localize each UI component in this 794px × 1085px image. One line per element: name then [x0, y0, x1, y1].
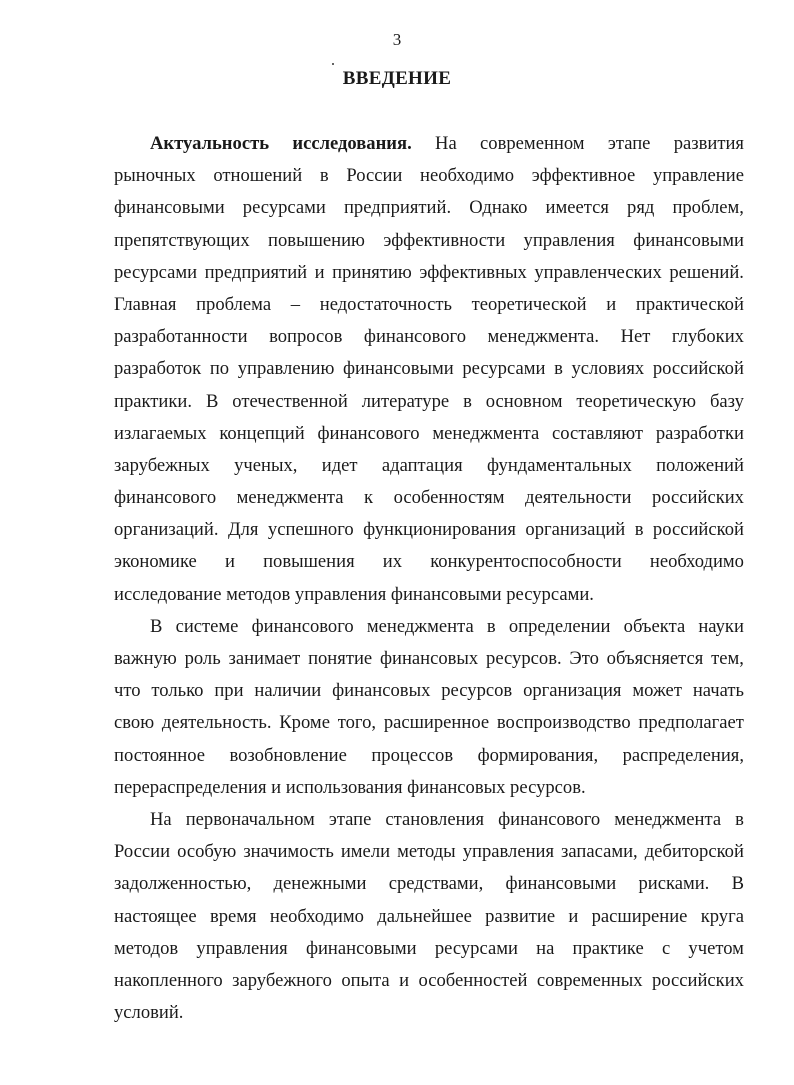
paragraph-1-line	[114, 192, 744, 224]
paragraph-2-last-line: перераспределения и использования финансовых ресурсов.	[114, 776, 586, 798]
word: управленческих	[534, 261, 662, 283]
word: менеджмента	[236, 487, 344, 509]
word: России	[114, 841, 171, 863]
word: ряд	[627, 197, 655, 219]
word: разработки	[655, 422, 744, 444]
word: предполагает	[638, 712, 744, 734]
paragraph-3-line	[114, 933, 744, 965]
word: Нет	[620, 326, 651, 348]
word: и	[606, 293, 617, 315]
paragraph-3-line	[114, 965, 744, 997]
word: дебиторской	[644, 841, 744, 863]
paragraph-1-line	[114, 257, 744, 289]
word: практики.	[114, 390, 192, 412]
word: финансовыми	[633, 229, 744, 251]
word: организация	[523, 680, 622, 702]
word: ресурсов.	[486, 648, 562, 669]
word: задолженностью,	[114, 873, 252, 895]
word: процессов	[371, 744, 454, 766]
word: науки	[698, 615, 744, 637]
word: воспроизводство	[496, 712, 631, 734]
word: менеджмента.	[487, 326, 600, 348]
word: проблема	[196, 293, 272, 315]
word: финансовыми	[305, 937, 417, 959]
word: препятствующих	[114, 229, 250, 251]
word: время	[209, 905, 257, 927]
word: проблем,	[672, 197, 744, 219]
word: в	[486, 615, 496, 637]
word: распределения,	[622, 744, 744, 766]
word: в	[634, 519, 644, 541]
word: накопленного	[114, 969, 223, 991]
word: и	[399, 969, 410, 991]
word: практике	[572, 937, 644, 959]
word: решений.	[669, 261, 744, 283]
word: необходимо	[649, 551, 744, 573]
paragraph-1-line	[114, 546, 744, 578]
word: эффективных	[419, 261, 527, 283]
word: может	[632, 680, 682, 702]
word: современном	[480, 133, 585, 154]
paragraph-1-line	[114, 450, 744, 482]
word: Для	[227, 519, 259, 541]
word: первоначальном	[185, 808, 315, 830]
section-heading: ВВЕДЕНИЕ	[342, 68, 452, 89]
word: особенностям	[393, 487, 505, 509]
word: повышения	[263, 551, 355, 573]
word: ученых,	[234, 454, 298, 476]
word: разработок	[114, 358, 202, 380]
paragraph-2-line	[114, 675, 744, 707]
word: что	[114, 680, 141, 702]
word: с	[661, 937, 671, 959]
word: зарубежных	[114, 454, 210, 476]
word: свою	[114, 712, 155, 734]
word: необходимо	[420, 165, 515, 187]
paragraph-2-line	[114, 643, 744, 675]
word: фундаментальных	[486, 454, 632, 476]
word: определении	[508, 615, 611, 637]
paragraph-1-line	[114, 225, 744, 257]
word: теоретической	[471, 293, 587, 315]
word: финансового	[251, 615, 354, 637]
word: финансового	[114, 487, 217, 509]
paragraph-1-line	[114, 386, 744, 418]
word: В	[205, 390, 219, 412]
word: опыта	[341, 969, 390, 991]
word: по	[209, 358, 230, 380]
word: ресурсов	[441, 680, 513, 702]
word: В	[150, 615, 163, 637]
word: экономике	[114, 551, 197, 573]
word: вопросов	[269, 326, 343, 348]
word: в	[735, 808, 744, 830]
word: особую	[177, 841, 237, 863]
word: того,	[337, 712, 377, 734]
word: начать	[692, 680, 744, 702]
word: и	[314, 261, 325, 283]
paragraph-3-line	[114, 804, 744, 836]
word: условиях	[571, 358, 645, 380]
paragraph-1-line	[114, 321, 744, 353]
word: России	[346, 165, 403, 187]
word: только	[151, 680, 204, 702]
word: в	[463, 390, 472, 412]
word: учетом	[688, 937, 744, 959]
word: практической	[635, 293, 744, 315]
word: базу	[709, 390, 744, 412]
word: организаций.	[114, 519, 219, 541]
word: ресурсами	[242, 197, 326, 219]
word: принятию	[332, 261, 412, 283]
word: Кроме	[279, 712, 330, 734]
word: ресурсами	[434, 937, 518, 959]
word: при	[214, 680, 244, 702]
word: адаптация	[381, 454, 463, 476]
word: системе	[175, 615, 239, 637]
word: Главная	[114, 293, 177, 315]
word: менеджмента	[432, 422, 540, 444]
word: На	[435, 133, 457, 154]
word: развития	[673, 133, 744, 154]
word: рисками.	[638, 873, 710, 895]
word: расширенное	[383, 712, 490, 734]
word: предприятий.	[343, 197, 452, 219]
word: финансового	[363, 326, 467, 348]
word: Однако	[469, 197, 528, 219]
word: излагаемых	[114, 422, 207, 444]
paragraph-3-last-line: условий.	[114, 1002, 184, 1024]
paragraph-1-last-line: исследование методов управления финансовыми ресурсами.	[114, 583, 594, 605]
word: конкурентоспособности	[430, 551, 622, 573]
word: методов	[114, 937, 179, 959]
word: объекта	[623, 615, 686, 637]
word: запасами,	[561, 841, 638, 863]
word: имеется	[545, 197, 609, 219]
word: идет	[321, 454, 358, 476]
word: отечественной	[232, 390, 348, 412]
paragraph-1-line	[114, 289, 744, 321]
word: глубоких	[671, 326, 744, 348]
word: успешного	[267, 519, 354, 541]
word: концепций	[219, 422, 305, 444]
word: понятие	[308, 648, 373, 669]
word: важную	[114, 648, 177, 669]
paragraph-3-line	[114, 868, 744, 900]
word: тем,	[711, 648, 744, 669]
word: круга	[700, 905, 744, 927]
paragraph-1-line	[114, 418, 744, 450]
word: управления	[462, 841, 555, 863]
word: положений	[656, 454, 744, 476]
word: повышению	[268, 229, 365, 251]
word: формирования,	[477, 744, 599, 766]
word: организаций	[525, 519, 626, 541]
scan-speck	[332, 63, 334, 65]
word: менеджмента	[614, 808, 722, 830]
paragraph-2-line	[114, 707, 744, 739]
word: современных	[536, 969, 643, 991]
word: этапе	[607, 133, 651, 154]
paragraph-1-line	[114, 514, 744, 546]
word: российских	[651, 969, 744, 991]
word: этапе	[328, 808, 372, 830]
word: занимает	[228, 648, 301, 669]
word: финансовых	[332, 680, 431, 702]
word: настоящее	[114, 905, 197, 927]
paragraph-2-line	[114, 611, 744, 643]
word: к	[364, 487, 374, 509]
word: постоянное	[114, 744, 206, 766]
word: на	[536, 937, 555, 959]
word: необходимо	[269, 905, 364, 927]
word: разработанности	[114, 326, 248, 348]
paragraph-3-line	[114, 836, 744, 868]
word: и	[224, 551, 235, 573]
word: рыночных	[114, 165, 196, 187]
word: литературе	[361, 390, 450, 412]
word: эффективности	[383, 229, 506, 251]
word: наличии	[254, 680, 322, 702]
paragraph-2-line	[114, 740, 744, 772]
word: отношений	[213, 165, 303, 187]
word: финансовыми	[505, 873, 617, 895]
word: предприятий	[204, 261, 308, 283]
word: средствами,	[388, 873, 484, 895]
word: –	[290, 293, 301, 315]
paragraph-3-line	[114, 901, 744, 933]
word: деятельности	[525, 487, 632, 509]
document-body	[114, 128, 744, 1029]
word: ресурсами	[462, 358, 546, 380]
word: деятельность.	[161, 712, 272, 734]
word: управления	[196, 937, 288, 959]
lead-bold-word: исследования.	[292, 133, 412, 154]
word: финансовыми	[343, 358, 454, 380]
word: развитие	[485, 905, 556, 927]
lead-bold-word: Актуальность	[150, 133, 270, 154]
word: управление	[652, 165, 744, 187]
word: в	[319, 165, 329, 187]
word: объясняется	[606, 648, 704, 669]
word: ресурсами	[114, 261, 198, 283]
word: управлению	[237, 358, 335, 380]
paragraph-1-line	[114, 353, 744, 385]
word: особенностей	[418, 969, 528, 991]
word: российских	[651, 487, 744, 509]
word: теоретическую	[576, 390, 697, 412]
word: финансового	[317, 422, 420, 444]
word: составляют	[552, 422, 644, 444]
word: финансового	[498, 808, 601, 830]
paragraph-1-line	[114, 160, 744, 192]
word: В	[731, 873, 744, 895]
word: дальнейшее	[377, 905, 472, 927]
word: денежными	[273, 873, 367, 895]
word: расширение	[591, 905, 688, 927]
word: менеджмента	[366, 615, 474, 637]
word: имели	[340, 841, 391, 863]
word: роль	[184, 648, 221, 669]
word: значимость	[243, 841, 334, 863]
word: эффективное	[531, 165, 636, 187]
paragraph-1-line	[114, 482, 744, 514]
word: возобновление	[229, 744, 347, 766]
word: методы	[397, 841, 456, 863]
paragraph-1-line	[114, 128, 744, 160]
word: финансовыми	[114, 197, 225, 219]
word: управления	[523, 229, 615, 251]
word: На	[150, 808, 172, 830]
page-number: 3	[392, 30, 402, 49]
word: финансовых	[379, 648, 479, 669]
word: зарубежного	[232, 969, 332, 991]
word: Это	[569, 648, 599, 669]
word: и	[568, 905, 579, 927]
word: их	[382, 551, 403, 573]
word: становления	[385, 808, 485, 830]
word: функционирования	[363, 519, 516, 541]
word: недостаточность	[319, 293, 452, 315]
word: российской	[652, 358, 744, 380]
word: в	[554, 358, 563, 380]
word: основном	[485, 390, 563, 412]
word: российской	[652, 519, 744, 541]
